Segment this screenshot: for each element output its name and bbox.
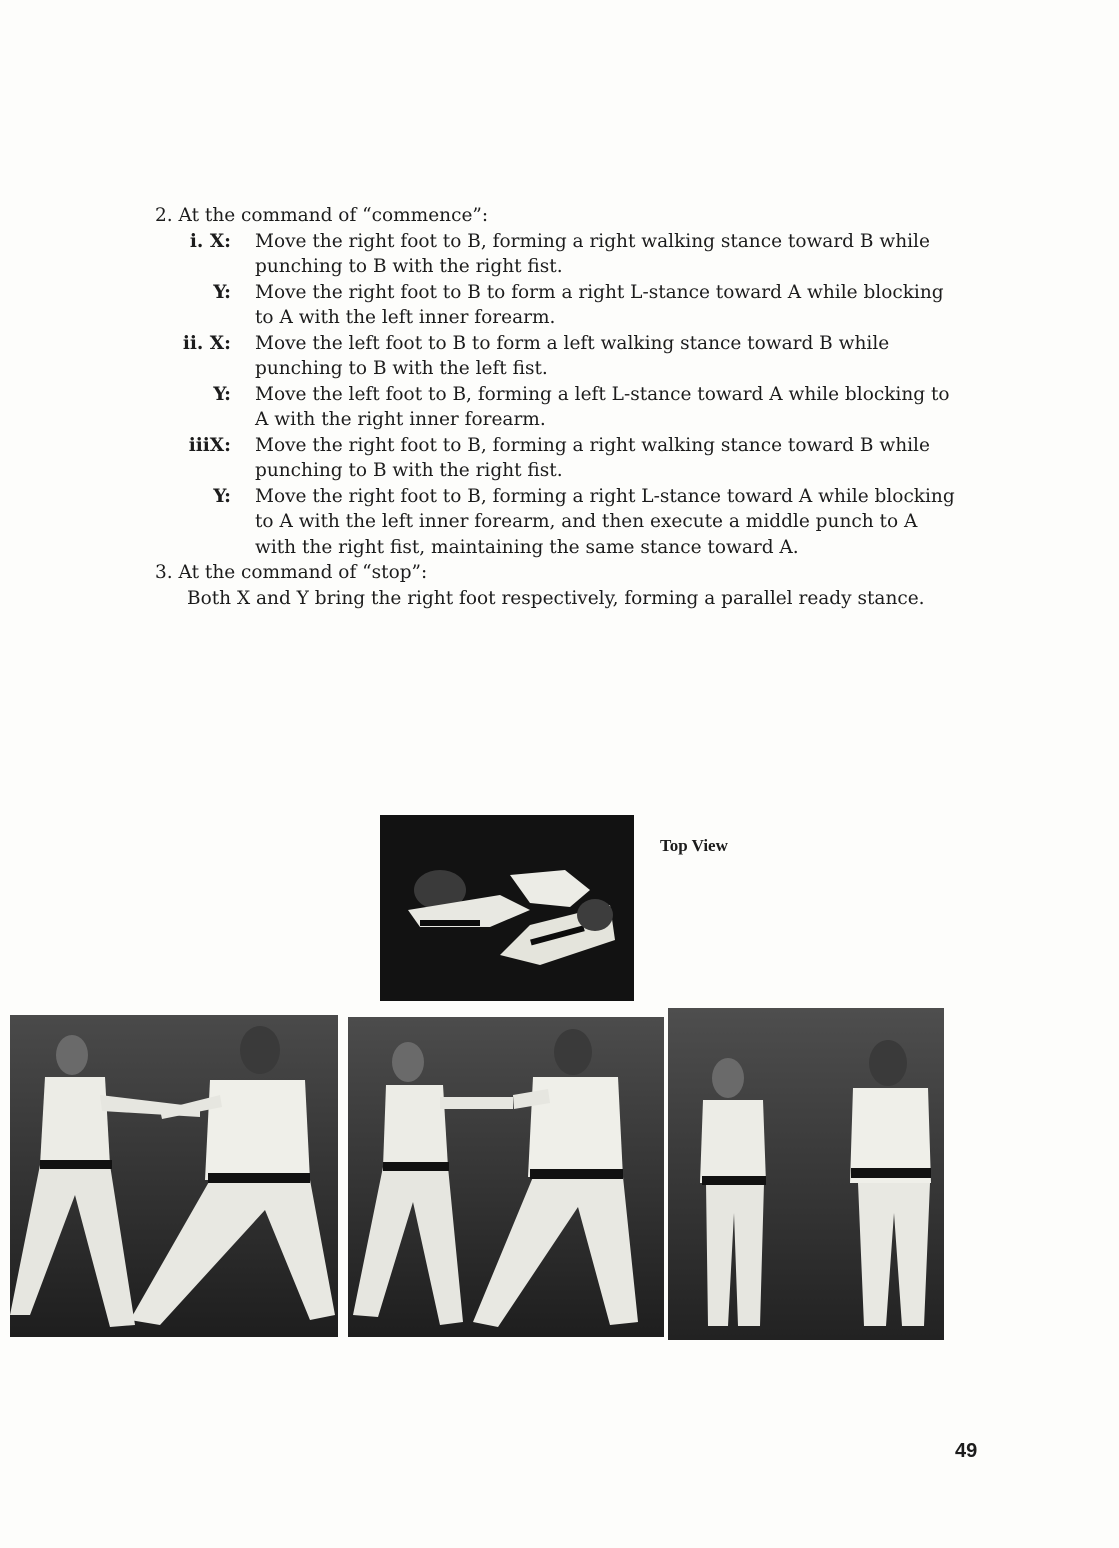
step-2-heading: 2. At the command of “commence”: bbox=[155, 205, 489, 226]
page-number: 49 bbox=[955, 1440, 978, 1462]
item-label: ii. X: bbox=[182, 332, 231, 354]
item-text: Move the right foot to B, forming a right walking stance toward B while punching to B with the right fist. bbox=[255, 434, 930, 481]
step-item bbox=[155, 484, 955, 561]
item-label: i. X: bbox=[189, 230, 231, 252]
item-text: Move the left foot to B, forming a left L-stance toward A while blocking to A with the right inner forearm. bbox=[255, 383, 950, 430]
top-view-label: Top View bbox=[660, 836, 728, 855]
item-label: iiiX: bbox=[188, 434, 231, 456]
step-3-heading: 3. At the command of “stop”: bbox=[155, 562, 428, 583]
item-text: Move the right foot to B, forming a right L-stance toward A while blocking to A with the left inner forearm, and then execute a middle punch to A with the right fist, maintaining the same stance toward A. bbox=[255, 485, 955, 558]
item-label: Y: bbox=[213, 281, 231, 303]
stance-photo-3 bbox=[668, 1008, 944, 1340]
item-label: Y: bbox=[213, 485, 231, 507]
step-item bbox=[155, 229, 955, 280]
item-text: Move the left foot to B to form a left walking stance toward B while punching to B with the left fist. bbox=[255, 332, 890, 379]
stance-photo-2 bbox=[348, 1017, 664, 1337]
stance-photo-1 bbox=[10, 1015, 338, 1337]
item-text: Move the right foot to B, forming a right walking stance toward B while punching to B with the right fist. bbox=[255, 230, 930, 277]
instructions bbox=[155, 203, 955, 611]
step-item bbox=[155, 280, 955, 331]
step-3-body: Both X and Y bring the right foot respectively, forming a parallel ready stance. bbox=[187, 587, 925, 609]
item-label: Y: bbox=[213, 383, 231, 405]
step-item bbox=[155, 331, 955, 382]
item-text: Move the right foot to B to form a right L-stance toward A while blocking to A with the left inner forearm. bbox=[255, 281, 944, 328]
top-view-photo bbox=[380, 815, 634, 1001]
step-item bbox=[155, 433, 955, 484]
step-item bbox=[155, 382, 955, 433]
